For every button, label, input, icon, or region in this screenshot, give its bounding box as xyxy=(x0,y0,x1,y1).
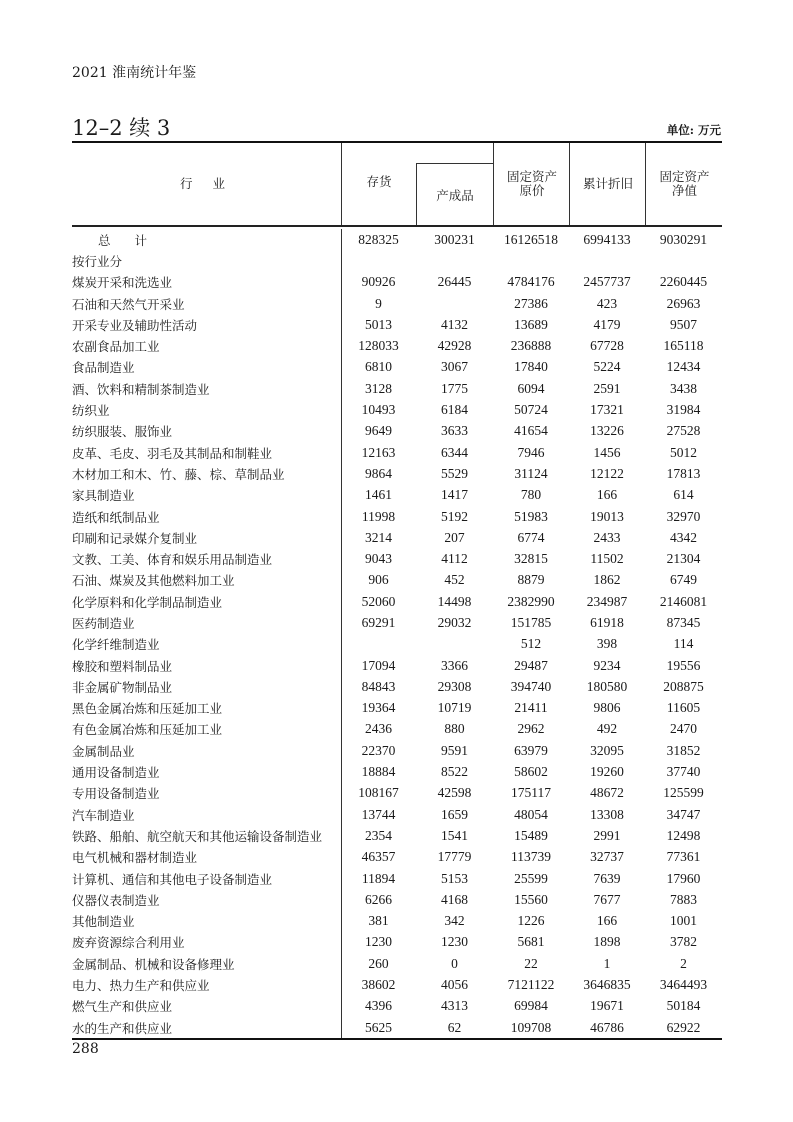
cell-fixed-assets-net: 3782 xyxy=(670,934,697,950)
cell-fixed-assets-net: 3464493 xyxy=(659,977,708,993)
total-row xyxy=(72,229,722,250)
cell-industry: 水的生产和供应业 xyxy=(72,1020,173,1036)
cell-inventory: 18884 xyxy=(361,764,396,780)
cell-fixed-assets-original: 8879 xyxy=(517,572,545,588)
table-row xyxy=(72,932,722,953)
cell-industry: 家具制造业 xyxy=(72,488,135,504)
cell-industry: 橡胶和塑料制品业 xyxy=(72,658,173,674)
table-row xyxy=(72,953,722,974)
cell-fixed-assets-net: 614 xyxy=(673,487,694,503)
cell-accumulated-depreciation: 2991 xyxy=(593,827,621,843)
cell-inventory: 906 xyxy=(368,572,389,588)
cell-accumulated-depreciation: 1 xyxy=(603,955,611,971)
table-row xyxy=(72,676,722,697)
cell-accumulated-depreciation: 166 xyxy=(596,913,618,929)
table-row xyxy=(72,868,722,889)
cell-finished-goods: 29308 xyxy=(437,678,472,694)
cell-finished-goods: 300231 xyxy=(434,231,475,247)
cell-fixed-assets-net: 50184 xyxy=(666,998,701,1014)
cell-fixed-assets-net: 31852 xyxy=(666,742,701,758)
cell-fixed-assets-original: 7121122 xyxy=(507,977,555,993)
cell-fixed-assets-net: 6749 xyxy=(670,572,697,588)
cell-industry: 其他制造业 xyxy=(72,914,135,930)
table-row xyxy=(72,293,722,314)
table-row xyxy=(72,612,722,633)
cell-industry: 石油、煤炭及其他燃料加工业 xyxy=(72,573,235,589)
cell-fixed-assets-net: 87345 xyxy=(666,614,701,630)
cell-accumulated-depreciation: 17321 xyxy=(590,402,624,418)
cell-finished-goods: 62 xyxy=(447,1019,462,1035)
cell-finished-goods: 42928 xyxy=(437,338,472,354)
table-row xyxy=(72,889,722,910)
cell-fixed-assets-original: 175117 xyxy=(511,785,551,801)
cell-fixed-assets-net: 3438 xyxy=(670,380,697,396)
cell-accumulated-depreciation: 1898 xyxy=(593,934,621,950)
cell-inventory: 2436 xyxy=(365,721,392,737)
cell-fixed-assets-net: 31984 xyxy=(666,402,701,418)
table-row xyxy=(72,570,722,591)
cell-fixed-assets-original: 41654 xyxy=(514,423,548,439)
table-row xyxy=(72,527,722,548)
unit-label: 单位: 万元 xyxy=(666,123,721,137)
cell-fixed-assets-original: 5681 xyxy=(517,934,545,950)
cell-inventory: 38602 xyxy=(361,977,396,993)
cell-fixed-assets-net: 208875 xyxy=(663,678,704,694)
table-header xyxy=(72,141,722,227)
cell-fixed-assets-original: 113739 xyxy=(511,849,551,865)
cell-fixed-assets-original: 394740 xyxy=(510,678,552,694)
cell-accumulated-depreciation: 32737 xyxy=(590,849,624,865)
cell-finished-goods: 1230 xyxy=(441,934,468,950)
cell-industry: 木材加工和木、竹、藤、棕、草制品业 xyxy=(72,466,285,482)
cell-inventory: 6266 xyxy=(365,891,392,907)
cell-industry: 化学原料和化学制品制造业 xyxy=(72,594,223,610)
cell-inventory: 381 xyxy=(368,913,389,929)
cell-industry: 煤炭开采和洗选业 xyxy=(72,275,173,291)
cell-fixed-assets-net: 4342 xyxy=(670,529,697,545)
cell-industry: 燃气生产和供应业 xyxy=(72,999,173,1015)
cell-inventory: 17094 xyxy=(361,657,396,673)
cell-accumulated-depreciation: 423 xyxy=(596,295,618,311)
cell-accumulated-depreciation: 180580 xyxy=(586,678,628,694)
cell-accumulated-depreciation: 234987 xyxy=(586,593,628,609)
cell-fixed-assets-net: 12434 xyxy=(666,359,701,375)
cell-inventory: 108167 xyxy=(358,785,399,801)
cell-inventory: 46357 xyxy=(361,849,396,865)
cell-finished-goods: 5529 xyxy=(441,465,468,481)
cell-fixed-assets-original: 48054 xyxy=(514,806,548,822)
cell-fixed-assets-original: 15560 xyxy=(514,891,548,907)
cell-accumulated-depreciation: 2433 xyxy=(593,529,621,545)
cell-accumulated-depreciation: 6994133 xyxy=(583,231,631,247)
cell-industry: 石油和天然气开采业 xyxy=(72,296,185,312)
cell-fixed-assets-net: 32970 xyxy=(666,508,701,524)
cell-industry: 废弃资源综合利用业 xyxy=(72,935,185,951)
cell-accumulated-depreciation: 4179 xyxy=(593,316,621,332)
table-row xyxy=(72,974,722,995)
cell-fixed-assets-original: 2962 xyxy=(517,721,545,737)
cell-fixed-assets-net: 5012 xyxy=(670,444,697,460)
cell-finished-goods: 17779 xyxy=(437,849,472,865)
header-fixed-assets-net: 固定资产 净值 xyxy=(645,143,723,225)
cell-industry: 黑色金属冶炼和压延加工业 xyxy=(72,701,223,717)
cell-industry: 纺织业 xyxy=(72,403,110,419)
table-row xyxy=(72,761,722,782)
table-row xyxy=(72,911,722,932)
cell-finished-goods: 6184 xyxy=(441,402,468,418)
cell-finished-goods: 4132 xyxy=(441,316,468,332)
cell-industry: 纺织服装、服饰业 xyxy=(72,424,173,440)
cell-fixed-assets-net: 21304 xyxy=(666,551,701,567)
header-fixed-assets-original: 固定资产 原价 xyxy=(493,143,570,225)
cell-industry: 专用设备制造业 xyxy=(72,786,160,802)
cell-finished-goods: 10719 xyxy=(437,700,472,716)
table-row xyxy=(72,804,722,825)
table-body xyxy=(72,229,722,1040)
cell-finished-goods: 29032 xyxy=(437,614,472,630)
cell-industry: 金属制品业 xyxy=(72,743,135,759)
table-row xyxy=(72,399,722,420)
table-row xyxy=(72,719,722,740)
header-finished-goods: 产成品 xyxy=(416,163,493,225)
cell-fixed-assets-net: 17813 xyxy=(666,465,701,481)
cell-fixed-assets-original: 69984 xyxy=(514,998,548,1014)
cell-fixed-assets-original: 58602 xyxy=(514,764,548,780)
table-row xyxy=(72,485,722,506)
cell-fixed-assets-net: 17960 xyxy=(666,870,701,886)
cell-fixed-assets-original: 236888 xyxy=(510,338,552,354)
cell-inventory: 9649 xyxy=(365,423,392,439)
cell-industry: 印刷和记录媒介复制业 xyxy=(72,530,198,546)
page-number: 288 xyxy=(72,1041,99,1057)
cell-inventory: 13744 xyxy=(361,806,396,822)
cell-fixed-assets-original: 13689 xyxy=(514,316,548,332)
cell-fixed-assets-original: 7946 xyxy=(517,444,545,460)
cell-finished-goods: 26445 xyxy=(437,274,472,290)
table-row xyxy=(72,740,722,761)
cell-finished-goods: 3366 xyxy=(441,657,468,673)
cell-accumulated-depreciation: 492 xyxy=(596,721,618,737)
table-row xyxy=(72,548,722,569)
cell-accumulated-depreciation: 48672 xyxy=(590,785,624,801)
table-row xyxy=(72,634,722,655)
cell-accumulated-depreciation: 13226 xyxy=(590,423,624,439)
statistics-table xyxy=(72,141,722,1040)
cell-finished-goods: 452 xyxy=(444,572,465,588)
cell-industry: 医药制造业 xyxy=(72,615,135,631)
table-row xyxy=(72,378,722,399)
table-row xyxy=(72,1017,722,1038)
cell-fixed-assets-original: 15489 xyxy=(514,827,548,843)
cell-inventory: 6810 xyxy=(365,359,392,375)
cell-fixed-assets-original: 6774 xyxy=(517,529,545,545)
cell-industry: 文教、工美、体育和娱乐用品制造业 xyxy=(72,552,273,568)
cell-industry: 电力、热力生产和供应业 xyxy=(72,978,210,994)
cell-finished-goods: 4112 xyxy=(441,551,468,567)
cell-accumulated-depreciation: 1456 xyxy=(593,444,621,460)
cell-fixed-assets-net: 114 xyxy=(673,636,694,652)
cell-accumulated-depreciation: 9234 xyxy=(593,657,621,673)
cell-inventory: 12163 xyxy=(361,444,396,460)
cell-inventory: 84843 xyxy=(361,678,396,694)
cell-industry: 化学纤维制造业 xyxy=(72,637,160,653)
table-row xyxy=(72,357,722,378)
cell-finished-goods: 8522 xyxy=(441,764,468,780)
cell-accumulated-depreciation: 46786 xyxy=(590,1019,624,1035)
cell-finished-goods: 4056 xyxy=(441,977,468,993)
cell-accumulated-depreciation: 11502 xyxy=(590,551,624,567)
cell-finished-goods: 6344 xyxy=(441,444,468,460)
cell-inventory: 90926 xyxy=(361,274,396,290)
header-inventory: 存货 xyxy=(341,143,416,225)
table-row xyxy=(72,272,722,293)
cell-fixed-assets-net: 12498 xyxy=(666,827,701,843)
cell-finished-goods: 1541 xyxy=(441,827,468,843)
cell-industry: 皮革、毛皮、羽毛及其制品和制鞋业 xyxy=(72,445,273,461)
table-row xyxy=(72,314,722,335)
cell-finished-goods: 3633 xyxy=(441,423,468,439)
cell-finished-goods: 5153 xyxy=(441,870,468,886)
cell-accumulated-depreciation: 1862 xyxy=(593,572,621,588)
cell-inventory: 1461 xyxy=(365,487,392,503)
cell-industry: 按行业分 xyxy=(72,253,123,269)
table-row xyxy=(72,655,722,676)
cell-inventory: 5625 xyxy=(365,1019,392,1035)
cell-finished-goods: 4313 xyxy=(441,998,468,1014)
cell-inventory: 1230 xyxy=(365,934,392,950)
cell-fixed-assets-net: 27528 xyxy=(666,423,701,439)
cell-inventory: 128033 xyxy=(358,338,399,354)
table-row xyxy=(72,698,722,719)
cell-fixed-assets-original: 50724 xyxy=(514,402,548,418)
cell-finished-goods: 0 xyxy=(451,955,458,971)
cell-industry: 酒、饮料和精制茶制造业 xyxy=(72,381,210,397)
cell-accumulated-depreciation: 19671 xyxy=(590,998,624,1014)
cell-accumulated-depreciation: 2591 xyxy=(593,380,621,396)
cell-accumulated-depreciation: 19260 xyxy=(590,764,624,780)
cell-fixed-assets-net: 2260445 xyxy=(659,274,708,290)
cell-accumulated-depreciation: 9806 xyxy=(593,700,621,716)
cell-industry: 农副食品加工业 xyxy=(72,339,160,355)
table-row xyxy=(72,463,722,484)
cell-fixed-assets-original: 151785 xyxy=(510,614,552,630)
cell-accumulated-depreciation: 32095 xyxy=(590,742,624,758)
cell-fixed-assets-original: 780 xyxy=(520,487,542,503)
cell-accumulated-depreciation: 12122 xyxy=(590,465,624,481)
cell-fixed-assets-net: 9507 xyxy=(670,316,697,332)
cell-fixed-assets-original: 51983 xyxy=(514,508,548,524)
cell-finished-goods: 3067 xyxy=(441,359,468,375)
cell-inventory: 52060 xyxy=(361,593,396,609)
cell-inventory: 9 xyxy=(375,295,382,311)
cell-inventory: 828325 xyxy=(358,231,399,247)
cell-industry: 有色金属冶炼和压延加工业 xyxy=(72,722,223,738)
table-row xyxy=(72,591,722,612)
cell-industry: 铁路、船舶、航空航天和其他运输设备制造业 xyxy=(72,828,323,844)
cell-accumulated-depreciation: 2457737 xyxy=(583,274,631,290)
cell-accumulated-depreciation: 7639 xyxy=(593,870,621,886)
table-row xyxy=(72,442,722,463)
cell-inventory: 3128 xyxy=(365,380,392,396)
cell-inventory: 22370 xyxy=(361,742,396,758)
cell-fixed-assets-net: 9030291 xyxy=(659,231,708,247)
table-row xyxy=(72,506,722,527)
table-row xyxy=(72,996,722,1017)
cell-finished-goods: 1775 xyxy=(441,380,468,396)
cell-fixed-assets-original: 29487 xyxy=(514,657,548,673)
cell-industry: 造纸和纸制品业 xyxy=(72,509,160,525)
cell-accumulated-depreciation: 5224 xyxy=(593,359,621,375)
header-industry: 行 业 xyxy=(180,176,233,191)
table-row xyxy=(72,335,722,356)
cell-inventory: 19364 xyxy=(361,700,396,716)
cell-inventory: 11894 xyxy=(361,870,396,886)
cell-fixed-assets-net: 2470 xyxy=(670,721,697,737)
cell-fixed-assets-original: 22 xyxy=(524,955,538,971)
cell-accumulated-depreciation: 398 xyxy=(596,636,618,652)
cell-fixed-assets-original: 2382990 xyxy=(507,593,555,609)
cell-finished-goods: 14498 xyxy=(437,593,472,609)
section-row xyxy=(72,250,722,271)
cell-fixed-assets-net: 165118 xyxy=(663,338,704,354)
cell-inventory: 3214 xyxy=(365,529,392,545)
cell-fixed-assets-net: 2 xyxy=(680,955,687,971)
cell-accumulated-depreciation: 61918 xyxy=(590,614,624,630)
book-title: 2021 淮南统计年鉴 xyxy=(72,65,197,81)
cell-fixed-assets-original: 31124 xyxy=(514,465,548,481)
cell-industry: 电气机械和器材制造业 xyxy=(72,850,198,866)
cell-inventory: 10493 xyxy=(361,402,396,418)
table-row xyxy=(72,421,722,442)
cell-fixed-assets-net: 34747 xyxy=(666,806,701,822)
cell-finished-goods: 207 xyxy=(444,529,465,545)
cell-inventory: 11998 xyxy=(361,508,396,524)
cell-industry: 仪器仪表制造业 xyxy=(72,892,160,908)
cell-finished-goods: 880 xyxy=(444,721,465,737)
cell-finished-goods: 1659 xyxy=(441,806,468,822)
table-row xyxy=(72,783,722,804)
cell-fixed-assets-original: 63979 xyxy=(514,742,548,758)
cell-industry: 非金属矿物制品业 xyxy=(72,679,173,695)
cell-accumulated-depreciation: 166 xyxy=(596,487,618,503)
cell-inventory: 260 xyxy=(368,955,389,971)
cell-industry: 汽车制造业 xyxy=(72,807,135,823)
cell-accumulated-depreciation: 7677 xyxy=(593,891,621,907)
cell-industry: 开采专业及辅助性活动 xyxy=(72,317,198,333)
cell-finished-goods: 9591 xyxy=(441,742,468,758)
cell-fixed-assets-original: 25599 xyxy=(514,870,548,886)
cell-accumulated-depreciation: 67728 xyxy=(590,338,624,354)
cell-finished-goods: 4168 xyxy=(441,891,468,907)
cell-fixed-assets-net: 7883 xyxy=(670,891,697,907)
table-row xyxy=(72,825,722,846)
cell-fixed-assets-net: 62922 xyxy=(666,1019,701,1035)
cell-fixed-assets-original: 4784176 xyxy=(507,274,555,290)
table-title: 12–2 续 3 xyxy=(72,116,171,140)
cell-fixed-assets-net: 19556 xyxy=(666,657,701,673)
cell-fixed-assets-net: 1001 xyxy=(670,913,697,929)
cell-finished-goods: 342 xyxy=(444,913,465,929)
cell-industry: 通用设备制造业 xyxy=(72,765,160,781)
cell-finished-goods: 5192 xyxy=(441,508,468,524)
cell-fixed-assets-net: 77361 xyxy=(666,849,701,865)
cell-finished-goods: 1417 xyxy=(441,487,468,503)
cell-fixed-assets-net: 125599 xyxy=(663,785,704,801)
cell-inventory: 69291 xyxy=(361,614,396,630)
cell-industry: 金属制品、机械和设备修理业 xyxy=(72,956,235,972)
cell-accumulated-depreciation: 13308 xyxy=(590,806,624,822)
cell-fixed-assets-original: 16126518 xyxy=(504,231,558,247)
cell-fixed-assets-net: 2146081 xyxy=(659,593,708,609)
cell-fixed-assets-original: 21411 xyxy=(514,700,548,716)
cell-fixed-assets-net: 37740 xyxy=(666,764,701,780)
cell-fixed-assets-original: 109708 xyxy=(510,1019,552,1035)
cell-accumulated-depreciation: 3646835 xyxy=(583,977,631,993)
cell-accumulated-depreciation: 19013 xyxy=(590,508,624,524)
cell-fixed-assets-net: 26963 xyxy=(666,295,701,311)
cell-fixed-assets-original: 1226 xyxy=(517,913,545,929)
cell-fixed-assets-net: 11605 xyxy=(666,700,701,716)
cell-inventory: 9864 xyxy=(365,465,392,481)
cell-fixed-assets-original: 512 xyxy=(520,636,542,652)
cell-fixed-assets-original: 32815 xyxy=(514,551,548,567)
cell-fixed-assets-original: 17840 xyxy=(514,359,548,375)
cell-industry: 食品制造业 xyxy=(72,360,135,376)
cell-inventory: 4396 xyxy=(365,998,392,1014)
cell-industry: 总 计 xyxy=(98,232,157,248)
cell-finished-goods: 42598 xyxy=(437,785,472,801)
cell-fixed-assets-original: 27386 xyxy=(514,295,548,311)
header-accumulated-depreciation: 累计折旧 xyxy=(569,143,646,225)
table-row xyxy=(72,847,722,868)
cell-inventory: 5013 xyxy=(365,316,392,332)
cell-industry: 计算机、通信和其他电子设备制造业 xyxy=(72,871,273,887)
cell-fixed-assets-original: 6094 xyxy=(517,380,545,396)
cell-inventory: 9043 xyxy=(365,551,392,567)
cell-inventory: 2354 xyxy=(365,827,392,843)
